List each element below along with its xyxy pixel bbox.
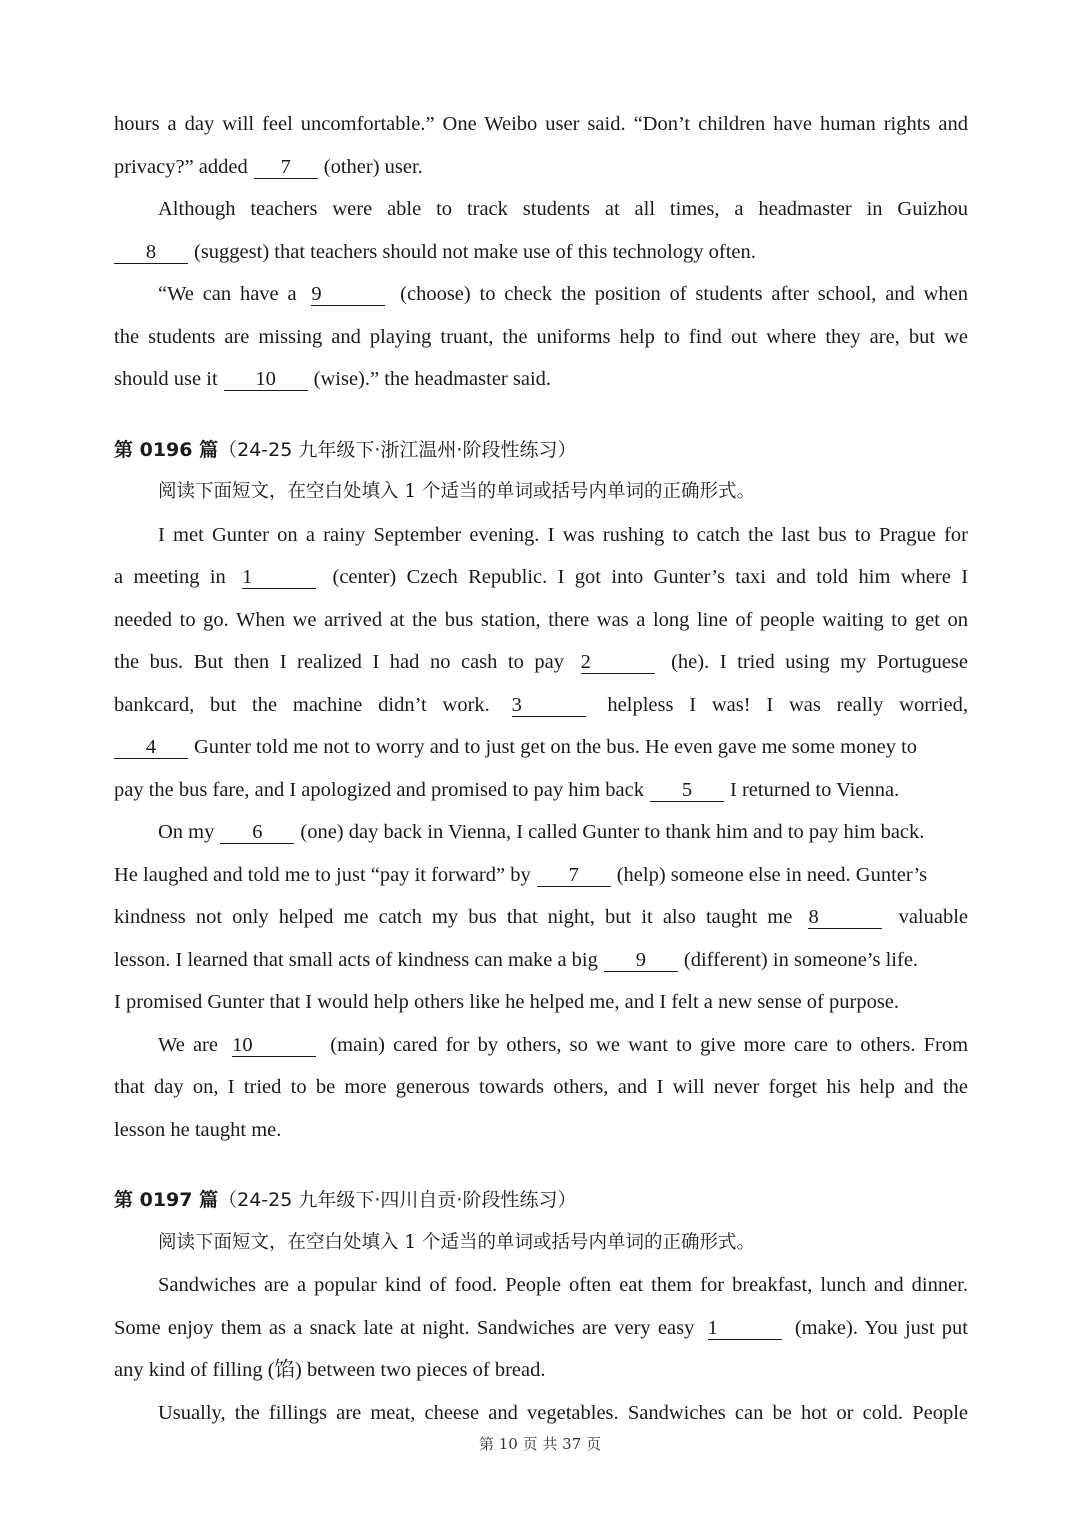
answer-blank-6[interactable]: 6: [220, 821, 294, 844]
paragraph-line: [114, 1307, 968, 1350]
line-text: (one) day back in Vienna, I called Gunter to thank him and to pay him back.: [300, 821, 925, 843]
answer-blank-9[interactable]: 9: [311, 283, 385, 306]
line-text: (he). I tried using my Portuguese: [671, 651, 969, 673]
paragraph-line: [114, 769, 968, 812]
line-text: (main) cared for by others, so we want to give more care to others. From: [330, 1033, 969, 1056]
paragraph-line: Although teachers were able to track students at all times, a headmaster in Guizhou: [158, 198, 968, 220]
line-text: (other) user.: [323, 155, 423, 178]
line-text: should use it: [114, 368, 218, 390]
line-text: (different) in someone’s life.: [683, 948, 919, 971]
passage-number: 第 0197 篇: [114, 1189, 219, 1211]
line-text: (make). You just put: [794, 1316, 968, 1339]
page-footer: 第 10 页 共 37 页: [478, 1435, 601, 1453]
passage-source: （24-25 九年级下·浙江温州·阶段性练习）: [218, 438, 577, 461]
line-text: Some enjoy them as a snack late at night. Sandwiches are very easy: [114, 1316, 695, 1339]
line-text: Gunter told me not to worry and to just get on the bus. He even gave me some money to: [194, 736, 918, 758]
line-text: We are: [158, 1033, 218, 1056]
answer-blank-5[interactable]: 5: [650, 779, 724, 802]
paragraph-line: [114, 726, 968, 769]
answer-blank-1[interactable]: 1: [242, 566, 316, 589]
instruction-text: 阅读下面短文，在空白处填入 1 个适当的单词或括号内单词的正确形式。: [158, 481, 756, 502]
answer-blank-9[interactable]: 9: [604, 949, 678, 972]
paragraph-line: [114, 231, 968, 274]
paragraph-line: the students are missing and playing truant, the uniforms help to find out where they are, but we: [114, 325, 968, 348]
answer-blank-4[interactable]: 4: [114, 736, 188, 759]
answer-blank-7[interactable]: 7: [254, 156, 318, 179]
line-text: the bus. But then I realized I had no cash to pay: [114, 651, 565, 673]
paragraph-line: [114, 939, 968, 982]
line-text: privacy?” added: [114, 155, 248, 178]
line-text: a meeting in: [114, 566, 226, 588]
line-text: pay the bus fare, and I apologized and promised to pay him back: [114, 778, 644, 801]
paragraph-line: [114, 273, 968, 316]
answer-blank-3[interactable]: 3: [512, 694, 586, 717]
line-text: He laughed and told me to just “pay it forward” by: [114, 863, 531, 886]
instruction-text: 阅读下面短文，在空白处填入 1 个适当的单词或括号内单词的正确形式。: [158, 1231, 756, 1253]
paragraph-line: that day on, I tried to be more generous towards others, and I will never forget his help and the: [114, 1076, 968, 1098]
answer-blank-8[interactable]: 8: [808, 906, 882, 929]
passage-number: 第 0196 篇: [114, 438, 219, 461]
paragraph-line: I met Gunter on a rainy September evening. I was rushing to catch the last bus to Prague for: [158, 523, 968, 546]
answer-blank-8[interactable]: 8: [114, 241, 188, 264]
line-text: On my: [158, 821, 215, 843]
paragraph-line: any kind of filling (馅) between two pieces of bread.: [114, 1359, 546, 1381]
paragraph-line: [114, 896, 968, 939]
answer-blank-7[interactable]: 7: [537, 864, 611, 887]
line-text: I returned to Vienna.: [730, 778, 900, 801]
paragraph-line: [114, 1024, 968, 1067]
line-text: lesson. I learned that small acts of kindness can make a big: [114, 948, 598, 971]
passage-0195-continued: [114, 103, 968, 401]
paragraph-line: [114, 684, 968, 727]
answer-blank-2[interactable]: 2: [581, 651, 655, 674]
paragraph-line: Sandwiches are a popular kind of food. People often eat them for breakfast, lunch and dinner.: [158, 1274, 968, 1296]
line-text: (suggest) that teachers should not make use of this technology often.: [194, 240, 756, 263]
line-text: (choose) to check the position of students after school, and when: [400, 283, 968, 305]
answer-blank-10[interactable]: 10: [224, 368, 308, 391]
paragraph-line: [114, 358, 968, 401]
answer-blank-1[interactable]: 1: [708, 1317, 782, 1340]
document-page: [114, 103, 968, 1434]
line-text: “We can have a: [158, 283, 297, 305]
paragraph-line: [114, 146, 968, 189]
line-text: kindness not only helped me catch my bus that night, but it also taught me: [114, 906, 793, 928]
paragraph-line: [114, 811, 968, 854]
line-text: (center) Czech Republic. I got into Gunter’s taxi and told him where I: [332, 566, 969, 588]
paragraph-line: hours a day will feel uncomfortable.” One Weibo user said. “Don’t children have human rights and: [114, 113, 968, 135]
paragraph-line: I promised Gunter that I would help others like he helped me, and I felt a new sense of purpose.: [114, 991, 900, 1013]
passage-heading: [114, 429, 968, 472]
paragraph-line: [114, 556, 968, 599]
paragraph-line: [114, 641, 968, 684]
passage-heading: [114, 1179, 968, 1222]
line-text: helpless I was! I was really worried,: [607, 693, 969, 716]
paragraph-line: Usually, the fillings are meat, cheese and vegetables. Sandwiches can be hot or cold. People: [158, 1401, 968, 1424]
paragraph-line: [114, 854, 968, 897]
line-text: (help) someone else in need. Gunter’s: [616, 863, 928, 886]
passage-source: （24-25 九年级下·四川自贡·阶段性练习）: [218, 1189, 577, 1211]
line-text: bankcard, but the machine didn’t work.: [114, 693, 490, 716]
paragraph-line: needed to go. When we arrived at the bus station, there was a long line of people waiting to get on: [114, 608, 968, 631]
passage-0197: [114, 1179, 968, 1434]
line-text: (wise).” the headmaster said.: [313, 368, 552, 390]
answer-blank-10[interactable]: 10: [232, 1034, 316, 1057]
passage-0196: [114, 429, 968, 1152]
paragraph-line: lesson he taught me.: [114, 1118, 282, 1141]
line-text: valuable: [898, 906, 969, 928]
